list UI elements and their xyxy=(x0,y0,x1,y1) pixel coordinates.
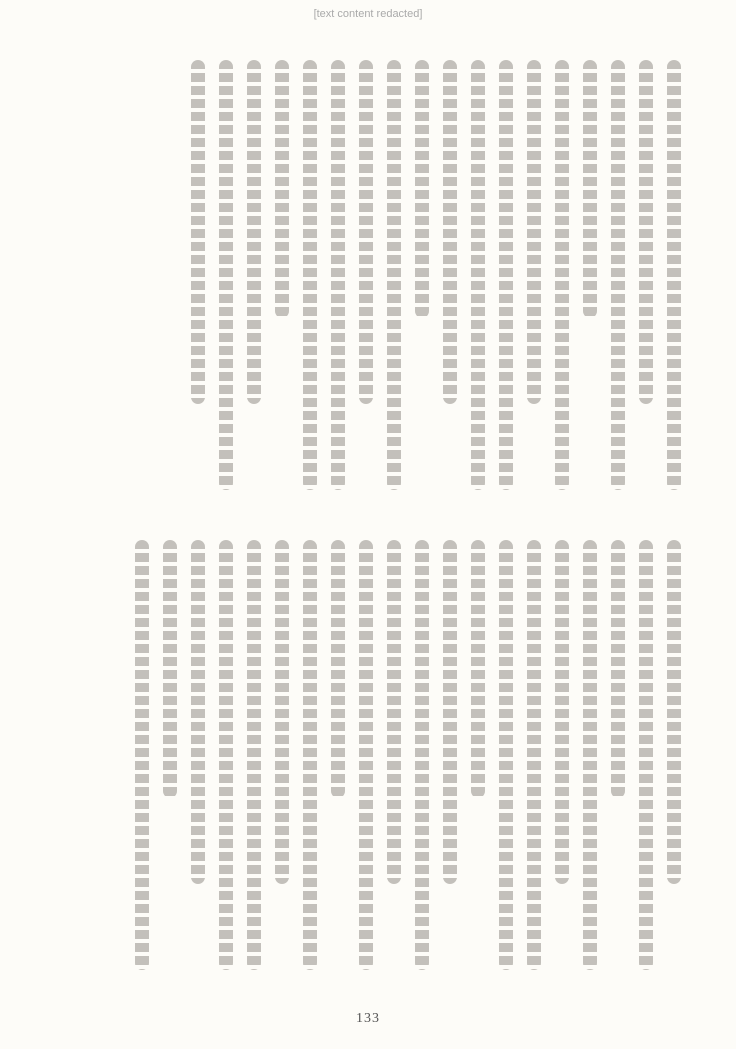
text-area xyxy=(55,60,681,989)
text-block-lower xyxy=(55,540,681,970)
text-block-upper xyxy=(115,60,681,490)
page-number: 133 xyxy=(356,1011,380,1026)
redaction-notice: [text content redacted] xyxy=(313,8,423,20)
